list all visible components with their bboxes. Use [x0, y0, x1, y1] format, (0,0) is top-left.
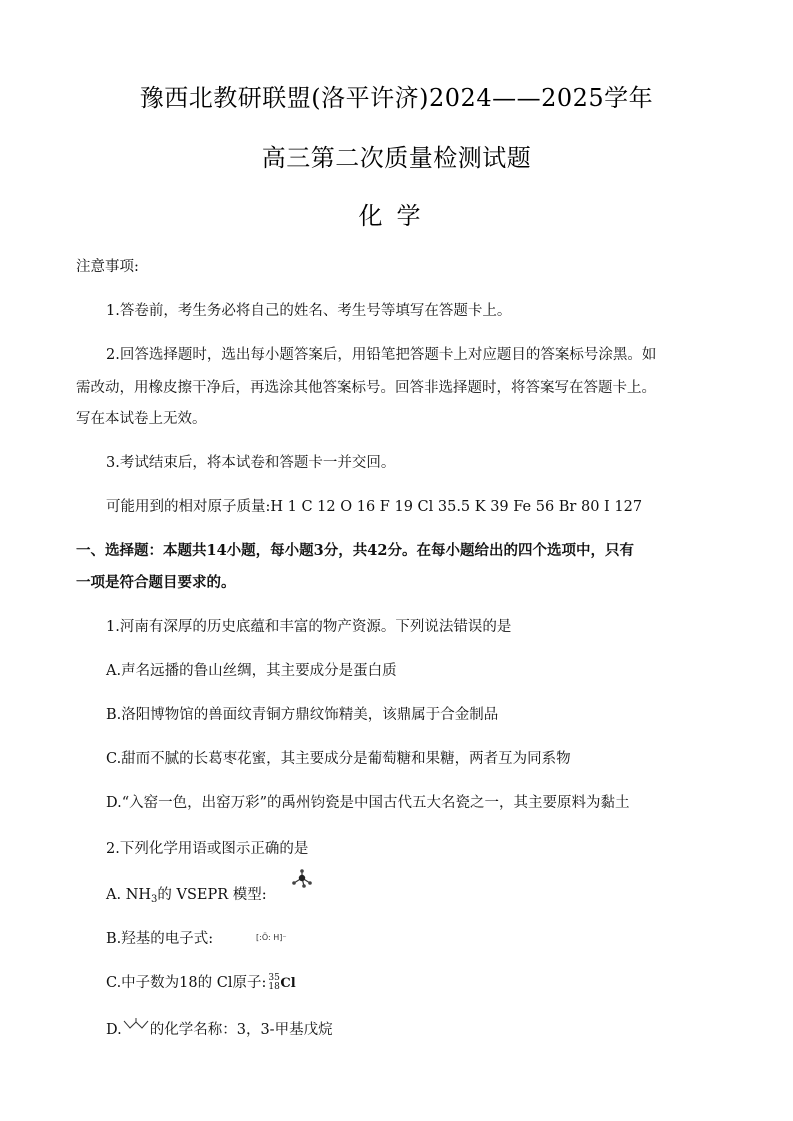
- question-2-option-c: [106, 972, 296, 995]
- exam-subtitle: 高三第二次质量检测试题: [261, 144, 532, 172]
- chlorine-isotope: [266, 972, 280, 994]
- vsepr-model-icon: [290, 868, 316, 890]
- hydroxyl-electron-formula: [:Ö: H]⁻: [256, 933, 287, 942]
- option-b-text: B.羟基的电子式:: [106, 931, 214, 947]
- question-2-option-d: [106, 1018, 333, 1041]
- question-1-option-c: C.甜而不腻的长葛枣花蜜，其主要成分是葡萄糖和果糖，两者互为同系物: [106, 751, 571, 767]
- question-1-option-d: D.“入窑一色，出窑万彩”的禹州钧瓷是中国古代五大名瓷之一，其主要原料为黏土: [106, 795, 630, 811]
- option-a-subscript: 3: [151, 894, 158, 905]
- question-1-option-b: B.洛阳博物馆的兽面纹青铜方鼎纹饰精美，该鼎属于合金制品: [106, 707, 499, 723]
- isotope-mass-number: 35: [268, 973, 280, 983]
- option-d-suffix: 的化学名称：3，3-甲基戊烷: [149, 1022, 333, 1038]
- notice-item-2-line-2: 需改动，用橡皮擦干净后，再选涂其他答案标号。回答非选择题时，将答案写在答题卡上。: [76, 380, 656, 396]
- notice-item-1: 1.答卷前，考生务必将自己的姓名、考生号等填写在答题卡上。: [106, 303, 512, 319]
- atomic-masses: 可能用到的相对原子质量:H 1 C 12 O 16 F 19 Cl 35.5 K 39 Fe 56 Br 80 I 127: [106, 499, 643, 515]
- notice-item-2-line-1: 2.回答选择题时，选出每小题答案后，用铅笔把答题卡上对应题目的答案标号涂黑。如: [106, 347, 657, 363]
- isotope-symbol: Cl: [280, 976, 296, 991]
- skeletal-formula-icon: [122, 1018, 150, 1032]
- question-2-option-a: [106, 884, 267, 911]
- option-a-suffix: 的 VSEPR 模型:: [157, 887, 267, 903]
- notice-item-3: 3.考试结束后，将本试卷和答题卡一并交回。: [106, 455, 396, 471]
- question-2-option-b: [106, 928, 213, 950]
- option-a-prefix: A. NH: [106, 887, 152, 903]
- notice-item-2-line-3: 写在本试卷上无效。: [76, 411, 207, 427]
- question-2-stem: 2.下列化学用语或图示正确的是: [106, 841, 309, 857]
- isotope-atomic-number: 18: [268, 982, 280, 992]
- question-1-stem: 1.河南有深厚的历史底蕴和丰富的物产资源。下列说法错误的是: [106, 619, 512, 635]
- subject-title: 化学: [358, 202, 435, 230]
- section-heading-line-1: 一、选择题：本题共14小题，每小题3分，共42分。在每小题给出的四个选项中，只有: [76, 542, 634, 559]
- exam-title: 豫西北教研联盟(洛平许济)2024——2025学年: [139, 84, 654, 112]
- question-1-option-a: A.声名远播的鲁山丝绸，其主要成分是蛋白质: [106, 663, 397, 679]
- section-heading-line-2: 一项是符合题目要求的。: [76, 574, 236, 591]
- notice-heading: 注意事项:: [76, 259, 139, 275]
- option-c-text: C.中子数为18的 Cl原子:: [106, 975, 267, 991]
- option-d-prefix: D.: [106, 1022, 122, 1038]
